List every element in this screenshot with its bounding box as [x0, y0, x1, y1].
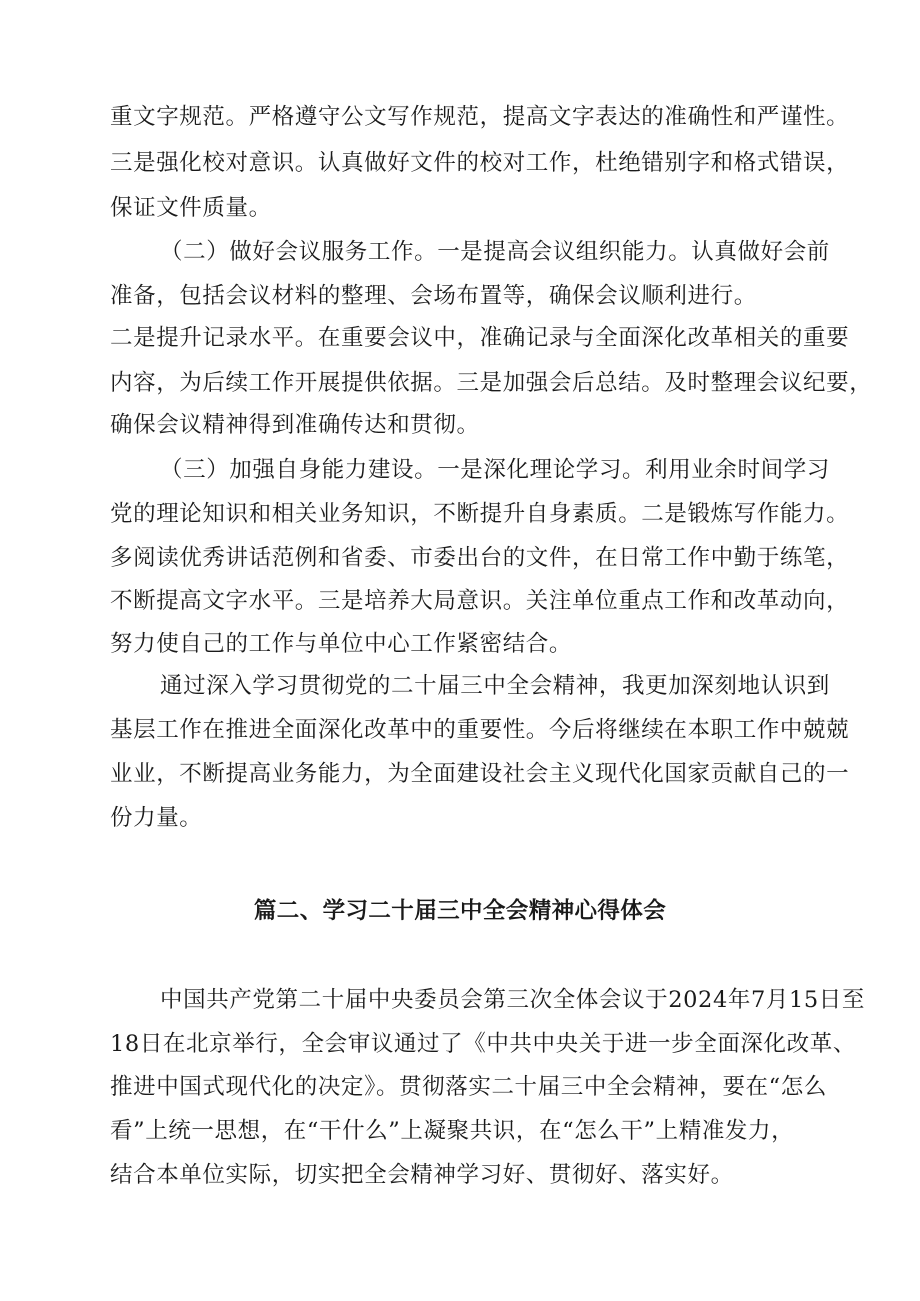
section-heading: 篇二、学习二十届三中全会精神心得体会	[253, 898, 667, 924]
paragraph-heading-line: （二）做好会议服务工作。一是提高会议组织能力。认真做好会前	[160, 239, 830, 265]
body-line: 看”上统一思想，在“干什么”上凝聚共识，在“怎么干”上精准发力，	[110, 1118, 795, 1144]
paragraph-heading-line: （三）加强自身能力建设。一是深化理论学习。利用业余时间学习	[160, 457, 830, 483]
body-line: 三是强化校对意识。认真做好文件的校对工作，杜绝错别字和格式错误，	[110, 150, 850, 176]
body-line: 份力量。	[110, 805, 203, 831]
body-line: 不断提高文字水平。三是培养大局意识。关注单位重点工作和改革动向，	[110, 588, 850, 614]
body-line: 结合本单位实际，切实把全会精神学习好、贯彻好、落实好。	[110, 1162, 734, 1188]
body-line: 二是提升记录水平。在重要会议中，准确记录与全面深化改革相关的重要	[110, 325, 850, 351]
body-line: 保证文件质量。	[110, 195, 272, 221]
body-line: 18日在北京举行，全会审议通过了《中共中央关于进一步全面深化改革、	[110, 1031, 856, 1057]
body-line: 努力使自己的工作与单位中心工作紧密结合。	[110, 631, 573, 657]
body-line: 党的理论知识和相关业务知识，不断提升自身素质。二是锻炼写作能力。	[110, 501, 850, 527]
paragraph-first-line: 中国共产党第二十届中央委员会第三次全体会议于2024年7月15日至	[160, 987, 866, 1013]
body-line: 推进中国式现代化的决定》。贯彻落实二十届三中全会精神，要在“怎么	[110, 1074, 827, 1100]
body-line: 确保会议精神得到准确传达和贯彻。	[110, 412, 480, 438]
body-line: 重文字规范。严格遵守公文写作规范，提高文字表达的准确性和严谨性。	[110, 104, 850, 130]
body-line: 内容，为后续工作开展提供依据。三是加强会后总结。及时整理会议纪要，	[110, 370, 873, 396]
body-line: 基层工作在推进全面深化改革中的重要性。今后将继续在本职工作中兢兢	[110, 717, 850, 743]
body-line: 业业，不断提高业务能力，为全面建设社会主义现代化国家贡献自己的一	[110, 761, 850, 787]
body-line: 准备，包括会议材料的整理、会场布置等，确保会议顺利进行。	[110, 283, 757, 309]
body-line: 多阅读优秀讲话范例和省委、市委出台的文件，在日常工作中勤于练笔，	[110, 545, 850, 571]
paragraph-first-line: 通过深入学习贯彻党的二十届三中全会精神，我更加深刻地认识到	[160, 673, 830, 699]
